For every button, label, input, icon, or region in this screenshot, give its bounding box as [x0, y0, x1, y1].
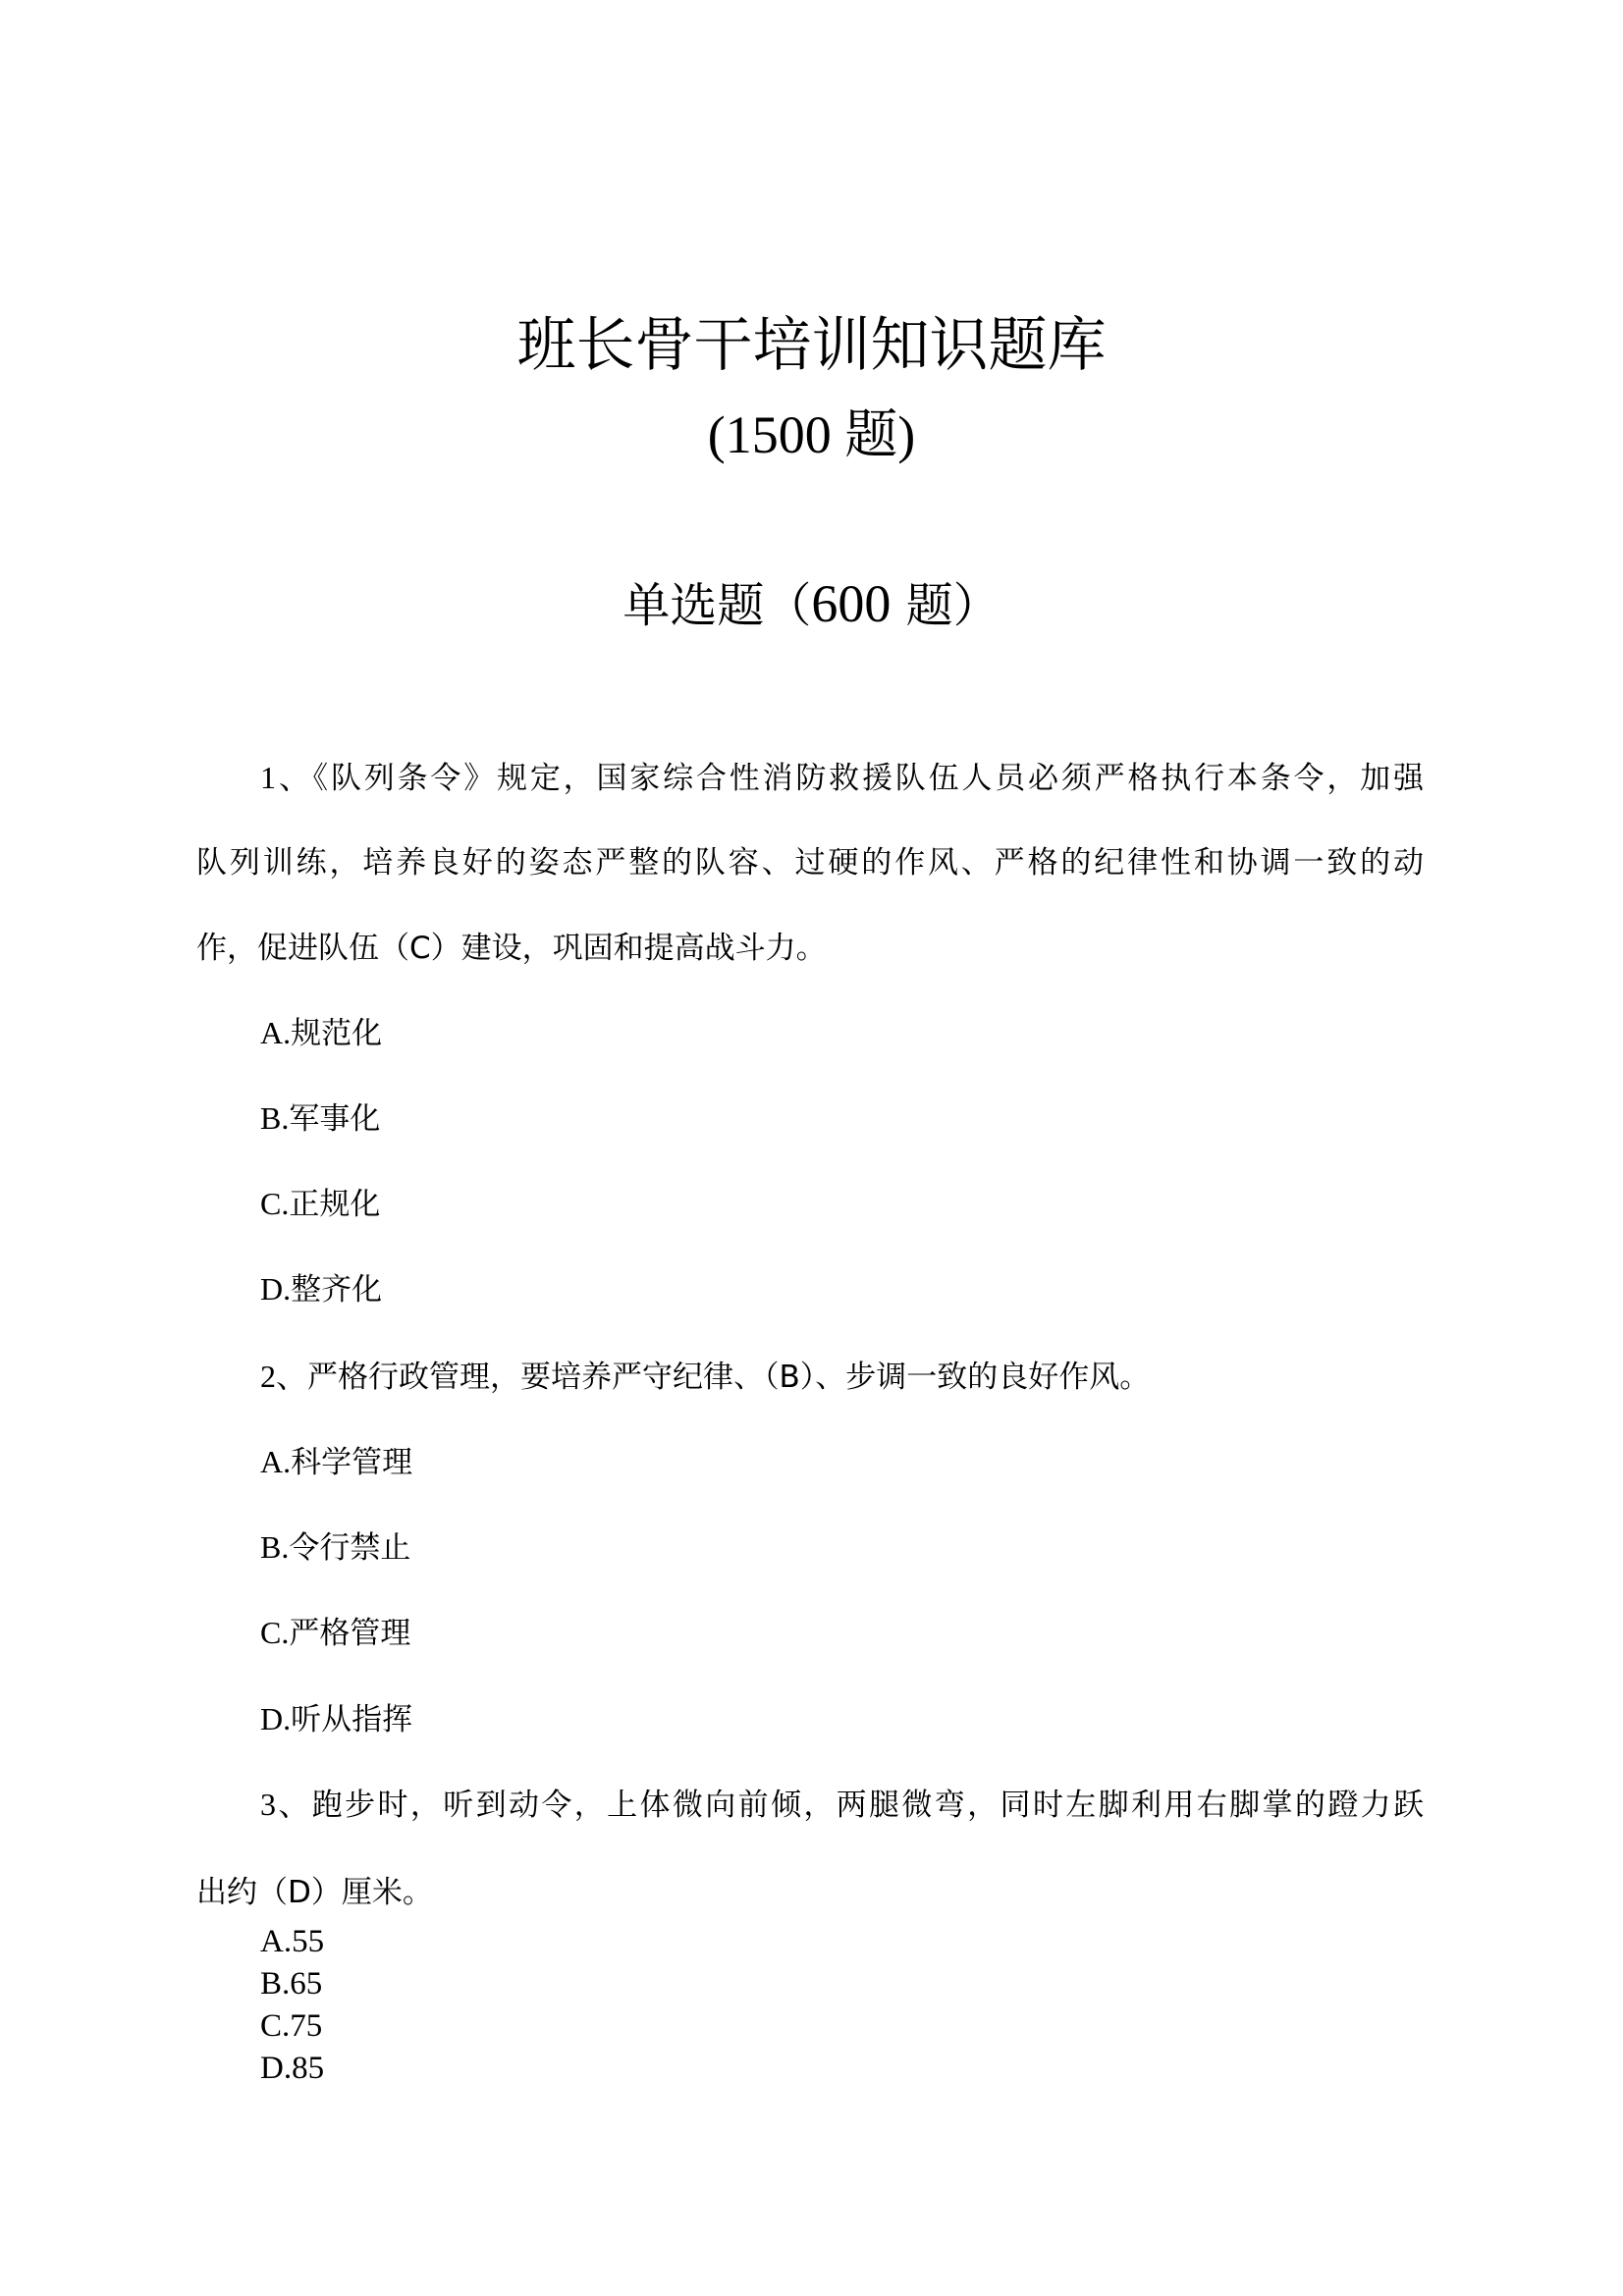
question-number: 1、 [260, 760, 313, 795]
question-text: 严格行政管理，要培养严守纪律、（B）、步调一致的良好作风。 [307, 1360, 1151, 1395]
option-d [260, 2049, 324, 2088]
option-letter: B. [260, 1966, 291, 2002]
option-text: 令行禁止 [289, 1530, 411, 1566]
option-letter: B. [260, 1529, 290, 1565]
option-text: 正规化 [289, 1187, 381, 1222]
option-a [260, 1010, 382, 1055]
option-b [260, 1524, 410, 1570]
section-count: 600 [811, 574, 892, 633]
option-b [260, 1095, 380, 1141]
option-a [260, 1439, 412, 1484]
option-c [260, 1610, 410, 1655]
option-letter: D. [260, 2051, 293, 2086]
option-text: 科学管理 [291, 1445, 413, 1480]
option-text: 85 [292, 2051, 325, 2086]
option-letter: A. [260, 1924, 293, 1959]
question-text-line [260, 1780, 1424, 1829]
option-text: 75 [290, 2008, 323, 2044]
option-d [260, 1696, 412, 1741]
option-c [260, 2006, 322, 2046]
option-text: 整齐化 [291, 1272, 383, 1308]
question-text-line: 作，促进队伍（C）建设，巩固和提高战斗力。 [196, 931, 827, 966]
option-text: 严格管理 [289, 1616, 411, 1651]
question-text-line [260, 1352, 1424, 1401]
option-letter: A. [260, 1015, 292, 1050]
section-heading [0, 571, 1623, 638]
question-text: 跑步时，听到动令，上体微向前倾，两腿微弯，同时左脚利用右脚掌的蹬力跃 [311, 1788, 1424, 1823]
question-text-line: 出约（D）厘米。 [196, 1875, 433, 1910]
option-text: 55 [292, 1924, 325, 1959]
option-letter: C. [260, 1615, 290, 1650]
section-suffix: 题） [891, 578, 1001, 633]
question-text: 《队列条令》规定，国家综合性消防救援队伍人员必须严格执行本条令，加强 [312, 761, 1424, 796]
question-number: 2、 [260, 1359, 308, 1394]
option-letter: D. [260, 1271, 292, 1307]
question-text-line: 队列训练，培养良好的姿态严整的队容、过硬的作风、严格的纪律性和协调一致的动 [196, 845, 1424, 881]
option-letter: B. [260, 1100, 290, 1136]
option-a [260, 1922, 324, 1961]
section-name: 单选题（ [622, 578, 812, 633]
document-title: 班长骨干培训知识题库 [516, 311, 1107, 380]
option-text: 规范化 [291, 1016, 383, 1051]
document-subtitle: (1500 题) [707, 405, 916, 464]
option-c [260, 1181, 380, 1226]
option-d [260, 1266, 382, 1311]
option-b [260, 1964, 322, 2003]
option-letter: C. [260, 1186, 290, 1221]
question-number: 3、 [260, 1787, 312, 1822]
option-letter: A. [260, 1444, 292, 1479]
option-letter: C. [260, 2008, 291, 2044]
option-text: 65 [290, 1966, 323, 2002]
option-text: 军事化 [289, 1101, 381, 1137]
option-letter: D. [260, 1701, 292, 1736]
question-text-line [260, 753, 1424, 802]
option-text: 听从指挥 [291, 1702, 413, 1737]
